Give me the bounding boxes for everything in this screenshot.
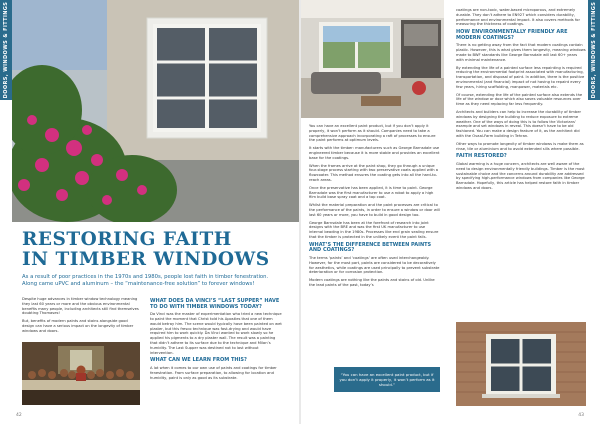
pull-quote: “You can have an excellent paint product, but if you don’t apply it properly, it won’t perform as it should.” bbox=[334, 367, 440, 392]
section-heading: FAITH RESTORED? bbox=[456, 153, 507, 160]
section-heading: WHAT’S THE DIFFERENCE BETWEEN PAINTS AND COATINGS? bbox=[309, 241, 432, 254]
right-col-2 bbox=[456, 8, 586, 194]
standfirst: As a result of poor practices in the 1970s and 1980s, people lost faith in timber fenestration. Along came uPVC and aluminum – the “maintenance-free solution” to forever windows! bbox=[22, 274, 269, 287]
paragraph: But, benefits of modern paints and stains alongside good design can have a serious impact on the longevity of timber windows and doors. bbox=[22, 319, 134, 333]
paragraph: Other ways to promote longevity of timber windows is make them as rinse, tile or aluminium and to avoid extended sills where possible. bbox=[456, 141, 584, 151]
interior-photo bbox=[301, 0, 444, 118]
house-flowers-window-image bbox=[12, 0, 299, 222]
paragraph: Da Vinci was the master of experimentation who tried a new technique to paint the moment that Christ told his Apostles that one of them would betray him. The scene would typically have been painted on wet plaster, but this fresco technique was fast-drying and would have required him to work quickly. Da Vinci wanted to work slowly so he applied his pigments to a dry plaster wall. The result was a painting that didn’t adhere to its surface due to the technique and Milan’s humidity. The Last Supper was destined not to last without intervention. bbox=[150, 312, 282, 355]
page-number: 42 bbox=[16, 413, 22, 418]
hero-photo bbox=[12, 0, 299, 222]
paragraph: Whilst the material preparation and the paint processes are critical to the performance of the paints, in order to ensure a window or door will last 60 years or more, you have to build in good design too. bbox=[309, 203, 440, 217]
living-room-interior-image bbox=[301, 0, 444, 118]
section-tab-label: DOORS, WINDOWS & FITTINGS bbox=[591, 1, 597, 99]
paragraph: When the frames arrive at the paint shop, they go through a unique four-stage process starting with two preservative coats applied with a flowcoater. This method ensures the coating gets into all the hard-to-reach areas. bbox=[309, 163, 438, 182]
paragraph: Architects and builders can help to increase the durability of timber windows by designing the building to reduce exposure to extreme weather. One of the ways of doing this is to follow the Victorians’ example and set windows in reveal. This doesn’t have to be old fashioned. You can make a design feature of it, as the architect did with the Ovaal-Farm building in Tehran. bbox=[456, 109, 582, 138]
paragraph: It starts with the timber: manufacturers such as George Barnsdale use engineered timber because it is more stable and provides an excellent base for the coatings. bbox=[309, 146, 440, 160]
right-page bbox=[301, 0, 600, 424]
paragraph: Modern coatings are nothing like the paints and stains of old. Unlike the lead paints of the past, today’s bbox=[309, 278, 435, 287]
last-supper-photo bbox=[22, 342, 140, 405]
section-tab-label: DOORS, WINDOWS & FITTINGS bbox=[3, 1, 9, 99]
left-col-1 bbox=[22, 297, 140, 337]
left-page bbox=[0, 0, 299, 424]
paragraph: The terms ‘paints’ and ‘coatings’ are often used interchangeably. However, for the most part, paints are considered to be decoratively for aesthetics, while coatings are used principally to prevent substrate deterioration or for corrosion protection. bbox=[309, 255, 440, 275]
title-line-2: IN TIMBER WINDOWS bbox=[22, 249, 270, 270]
section-heading: WHAT DOES DA VINCI’S “LAST SUPPER” HAVE TO DO WITH TIMBER WINDOWS TODAY? bbox=[150, 298, 280, 310]
paragraph: Global warming is a huge concern, architects are well aware of the need to design environmentally friendly buildings. Timber is the most sustainable choice and the concerns around durability are addressed by specifying high-performance windows from companies like George Barnsdale. Hopefully, this article has helped restore faith in timber windows and doors. bbox=[456, 161, 585, 190]
article-title bbox=[22, 230, 282, 270]
right-col-1 bbox=[309, 124, 440, 291]
timber-window-exterior-image bbox=[456, 322, 586, 406]
paragraph: Despite huge advances in timber window technology meaning they last 60 years or more and the obvious environmental benefits many people, including architects still find themselves doubting Thomases! bbox=[22, 297, 139, 316]
paragraph: coatings are non-toxic, water-based microporous, and extremely durable. They don’t adhere to EN927 which considers durability, performance and environmental impact. It also covers methods for measuring the thickness of coatings. bbox=[456, 8, 580, 27]
paragraph: George Barnsdale has been at the forefront of research into joint designs with the BRE and was the first UK manufacturer to use internal beading in the 1980s. Processes like end grain sealing ensure that the timber is protected in the unlikely event the paint fails. bbox=[309, 220, 439, 239]
paragraph: By extending the life of a painted surface less repainting is required reducing the environmental footprint associated with manufacturing, transportation, and disposal of paint. In addition, there is the positive environmental (and financial) impact of not having to repaint every few years, hiring scaffolding, manpower, materials etc. bbox=[456, 65, 585, 89]
section-tab bbox=[588, 0, 600, 100]
paragraph: Of course, extending the life of the painted surface also extends the life of the window or door which also saves valuable resources over time as they need replacing far less frequently. bbox=[456, 92, 583, 107]
section-heading: WHAT CAN WE LEARN FROM THIS? bbox=[150, 357, 247, 364]
paragraph: A lot when it comes to our own use of paints and coatings for timber fenestration. From surface preparation, to allowing for location and humidity, paint is only as good as its substrate. bbox=[150, 365, 277, 380]
title-line-1: RESTORING FAITH bbox=[22, 229, 232, 250]
paragraph: You can have an excellent paint product, but if you don’t apply it properly, it won’t perform as it should. Companies need to take a comprehensive approach incorporating a raft of processes to ensure the paint performs at optimum levels. bbox=[309, 124, 436, 143]
left-col-2 bbox=[150, 297, 282, 383]
paragraph: There is no getting away from the fact that modern coatings contain plastic. However, this is what gives them longevity, meaning windows made to BWF standards like George Barnsdale will last 60+ years with minimal maintenance. bbox=[456, 43, 586, 62]
section-heading: HOW ENVIRONMENTALLY FRIENDLY ARE MODERN COATINGS? bbox=[456, 29, 568, 41]
paragraph: Once the preservative has been applied, it is time to paint. George Barnsdale was the first manufacturer to use a robot to apply a high film build base spray coat and a top coat. bbox=[309, 185, 434, 200]
last-supper-painting-image bbox=[22, 342, 140, 405]
window-exterior-photo bbox=[456, 322, 586, 406]
page-number: 43 bbox=[578, 413, 584, 418]
section-tab bbox=[0, 0, 12, 100]
